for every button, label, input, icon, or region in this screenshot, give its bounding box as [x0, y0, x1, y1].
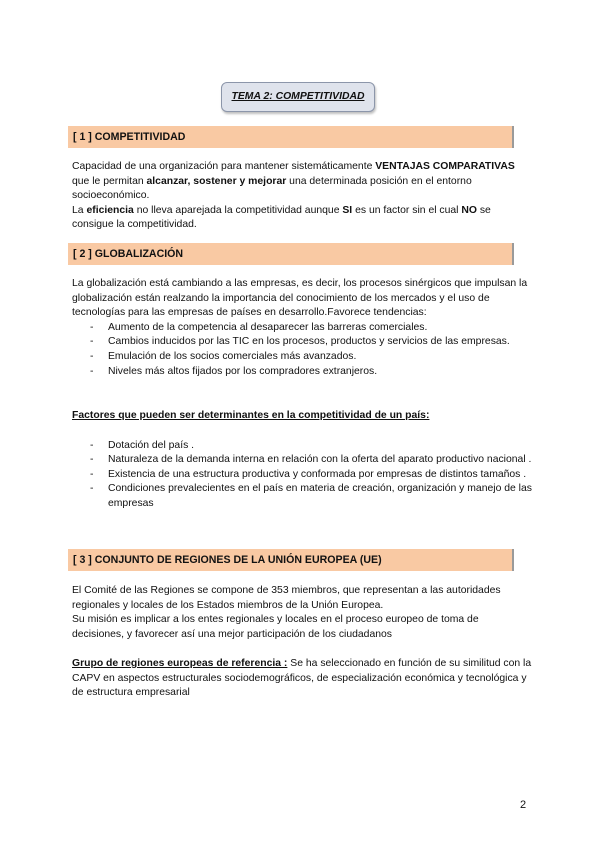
section-heading-3-text: [ 3 ] CONJUNTO DE REGIONES DE LA UNIÓN EUROPEA (UE): [73, 553, 382, 566]
page-title: TEMA 2: COMPETITIVIDAD: [231, 90, 365, 102]
section-3-paragraph-1: El Comité de las Regiones se compone de 353 miembros, que representan a las autoridades regionales y locales de los Estados miembros de la Unión Europea.: [72, 585, 501, 611]
factors-list: [72, 439, 532, 512]
text-run: Capacidad de una organización para mantener sistemáticamente: [72, 161, 376, 172]
section-heading-2-text: [ 2 ] GLOBALIZACIÓN: [73, 247, 184, 260]
list-item: - Naturaleza de la demanda interna en relación con la oferta del aparato productivo nacional .: [72, 453, 532, 468]
section-1-body: [72, 160, 532, 233]
section-1-paragraph-1: [72, 160, 532, 204]
bold-run: NO: [461, 204, 477, 216]
text-run: se consigue la competitividad.: [72, 204, 491, 231]
title-box: [221, 82, 375, 112]
section-heading-2: [68, 243, 514, 265]
section-3-paragraph-3: [72, 657, 532, 701]
text-run: una determinada posición en el entorno socioeconómico.: [72, 175, 472, 202]
factors-block: [72, 409, 532, 512]
list-item: - Niveles más altos fijados por los compradores extranjeros.: [72, 365, 532, 380]
section-2-intro: La globalización está cambiando a las empresas, es decir, los procesos sinérgicos que impulsan la globalización están realzando la importancia del conocimiento de los mercados y el uso de tecnologías para las empresas de países en desarrollo.Favorece tendencias:: [72, 278, 528, 319]
section-heading-3: [68, 549, 514, 571]
bold-run: eficiencia: [86, 204, 134, 216]
trend-list: [72, 321, 532, 379]
section-3-paragraph-2: Su misión es implicar a los entes regionales y locales en el proceso europeo de toma de decisiones, y favorecer así una mejor participación de los ciudadanos: [72, 614, 479, 640]
page-number: 2: [520, 799, 527, 811]
list-item: - Aumento de la competencia al desaparecer las barreras comerciales.: [72, 321, 532, 336]
text-run: no lleva aparejada la competitividad aunque: [133, 204, 343, 216]
list-item: - Cambios inducidos por las TIC en los procesos, productos y servicios de las empresas.: [72, 335, 532, 350]
bold-run: SI: [342, 204, 353, 216]
text-run: La: [72, 204, 87, 216]
bold-run: VENTAJAS COMPARATIVAS: [375, 161, 515, 172]
section-3-body: [72, 584, 532, 642]
list-item: - Emulación de los socios comerciales más avanzados.: [72, 350, 532, 365]
bold-run: alcanzar, sostener y mejorar: [146, 175, 287, 187]
reference-label: Grupo de regiones europeas de referencia :: [72, 658, 288, 669]
factors-heading: Factores que pueden ser determinantes en la competitividad de un país:: [72, 410, 430, 421]
list-item: - Dotación del país .: [72, 439, 532, 454]
section-heading-1-text: [ 1 ] COMPETITIVIDAD: [73, 130, 186, 143]
text-run: es un factor sin el cual: [352, 204, 462, 216]
section-2-body: [72, 277, 532, 379]
section-1-paragraph-2: [72, 204, 532, 233]
text-run: Se ha seleccionado en función de su similitud con la CAPV en aspectos estructurales sociodemográficos, de especialización económica y tecnológica y de estructura empresarial: [72, 658, 532, 699]
section-heading-1: [68, 126, 514, 148]
text-run: que le permitan: [72, 175, 147, 187]
section-3-reference-block: [72, 657, 532, 701]
list-item: - Existencia de una estructura productiva y conformada por empresas de distintos tamaños .: [72, 468, 532, 483]
list-item: - Condiciones prevalecientes en el país en materia de creación, organización y manejo de las empresas: [72, 482, 532, 511]
